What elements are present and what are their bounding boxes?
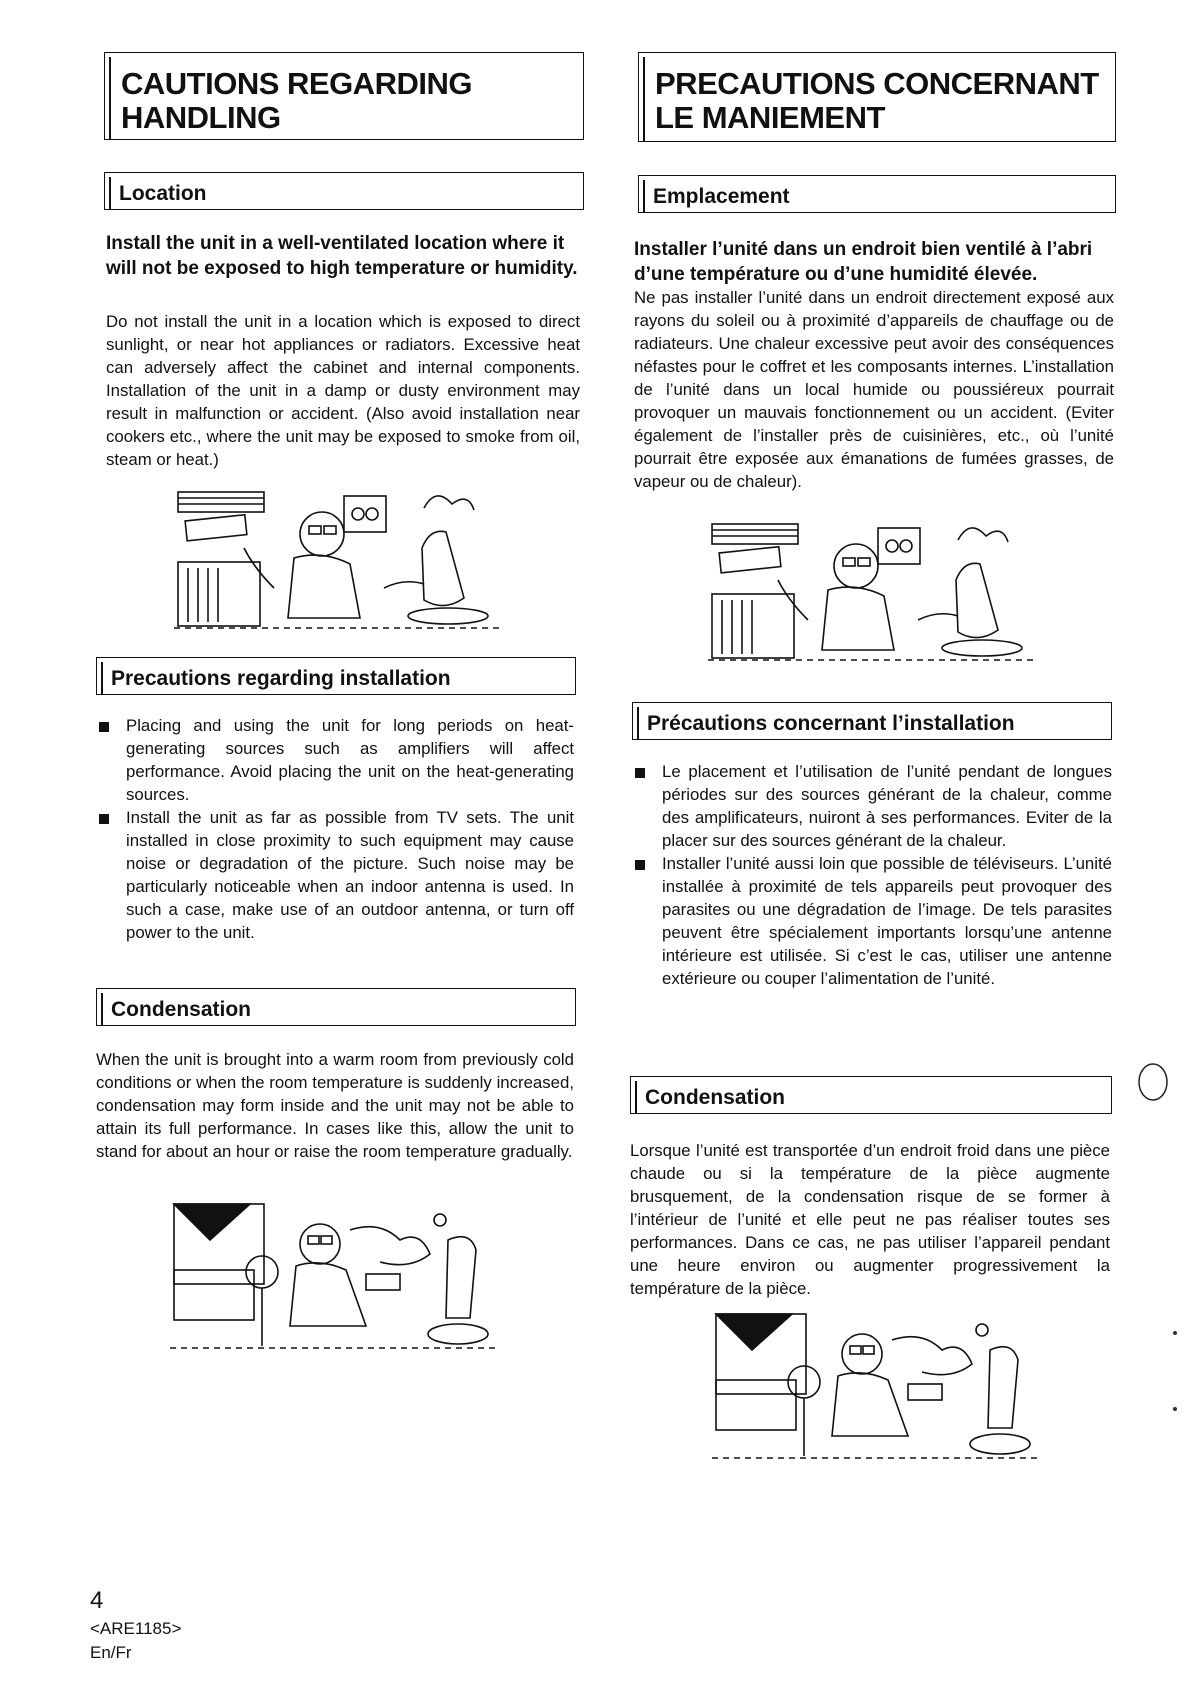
location-body-fr: Ne pas installer l’unité dans un endroit directement exposé aux rayons du soleil ou à proximité d’appareils de chauffage ou de radiateurs. Une chaleur excessive peut avoir des conséquences néfastes pour le coffret et les composants internes. L’installation de l’unité dans un local humide ou poussiéreux pourrait provoquer un mauvais fonctionnement ou un accident. (Eviter également de l’installer près de cuisinières, etc., où l’unité pourrait être exposée aux émanations de fumées grasses, de vapeur ou de chaleur). <box>634 288 1114 491</box>
section-heading-condensation-fr: Condensation <box>630 1076 1112 1114</box>
section-heading-location: Location <box>104 172 584 210</box>
location-body-en: Do not install the unit in a location which is exposed to direct sunlight, or near hot appliances or radiators. Excessive heat can adversely affect the cabinet and internal components. Installation of the unit in a damp or dusty environment may result in malfunction or accident. (Also avoid installation near cookers etc., where the unit may be exposed to smoke from oil, steam or heat.) <box>106 312 580 469</box>
document-code: <ARE1185> <box>90 1619 182 1638</box>
list-item: Le placement et l’utilisation de l’unité pendant de longues périodes sur des sources générant de la chaleur, comme des amplificateurs, nuiront à ses performances. Eviter de la placer sur des sources générant de la chaleur. <box>632 760 1112 852</box>
condensation-body-fr: Lorsque l’unité est transportée d’un endroit froid dans une pièce chaude ou si la température de la pièce augmente brusquement, de la condensation risque de se former à l’intérieur de l’unité et elle peut ne pas réaliser toutes ses performances. Dans ce cas, ne pas utiliser l’appareil pendant une heure environ ou augmenter progressivement la température de la pièce. <box>630 1141 1110 1298</box>
section-heading-installation: Precautions regarding installation <box>96 657 576 695</box>
page-number: 4 <box>90 1587 104 1614</box>
language-label: En/Fr <box>90 1643 132 1662</box>
list-item: Installer l’unité aussi loin que possible de téléviseurs. L’unité installée à proximité de tels appareils peut provoquer des parasites ou une dégradation de l’image. De tels parasites peuvent être spécialement importants lorsqu’une antenne intérieure est utilisée. Si c’est le cas, utiliser une antenne extérieure ou couper l’alimentation de l’unité. <box>632 852 1112 990</box>
installation-list-fr <box>632 760 1112 990</box>
section-heading-condensation: Condensation <box>96 988 576 1026</box>
page-title-fr: PRECAUTIONS CONCERNANT LE MANIEMENT <box>655 66 1099 135</box>
heat-hazard-illustration <box>708 520 1038 662</box>
title-box-fr <box>638 52 1116 142</box>
page-title-en: CAUTIONS REGARDING HANDLING <box>121 66 472 135</box>
margin-dot-icon <box>1172 1406 1178 1412</box>
list-item: Placing and using the unit for long periods on heat-generating sources such as amplifiers will affect performance. Avoid placing the unit on the heat-generating sources. <box>96 714 574 806</box>
section-heading-emplacement: Emplacement <box>638 175 1116 213</box>
location-lead-en: Install the unit in a well-ventilated location where it will not be exposed to high temperature or humidity. <box>106 233 578 279</box>
list-item: Install the unit as far as possible from TV sets. The unit installed in close proximity to such equipment may cause noise or degradation of the picture. Such noise may be particularly noticeable when an indoor antenna is used. In such a case, make use of an outdoor antenna, or turn off power to the unit. <box>96 806 574 944</box>
location-lead-fr: Installer l’unité dans un endroit bien ventilé à l’abri d’une température ou d’une humidité élevée. <box>634 239 1093 285</box>
binding-hole-icon <box>1136 1062 1170 1102</box>
title-box-en <box>104 52 584 140</box>
condensation-body-en: When the unit is brought into a warm room from previously cold conditions or when the room temperature is suddenly increased, condensation may form inside and the unit may not be able to attain its full performance. In cases like this, allow the unit to stand for about an hour or raise the room temperature gradually. <box>96 1050 574 1161</box>
condensation-illustration <box>170 1200 500 1350</box>
heat-hazard-illustration <box>174 488 504 630</box>
condensation-illustration <box>712 1310 1042 1460</box>
installation-list-en <box>96 714 574 944</box>
section-heading-installation-fr: Précautions concernant l’installation <box>632 702 1112 740</box>
margin-dot-icon <box>1172 1330 1178 1336</box>
